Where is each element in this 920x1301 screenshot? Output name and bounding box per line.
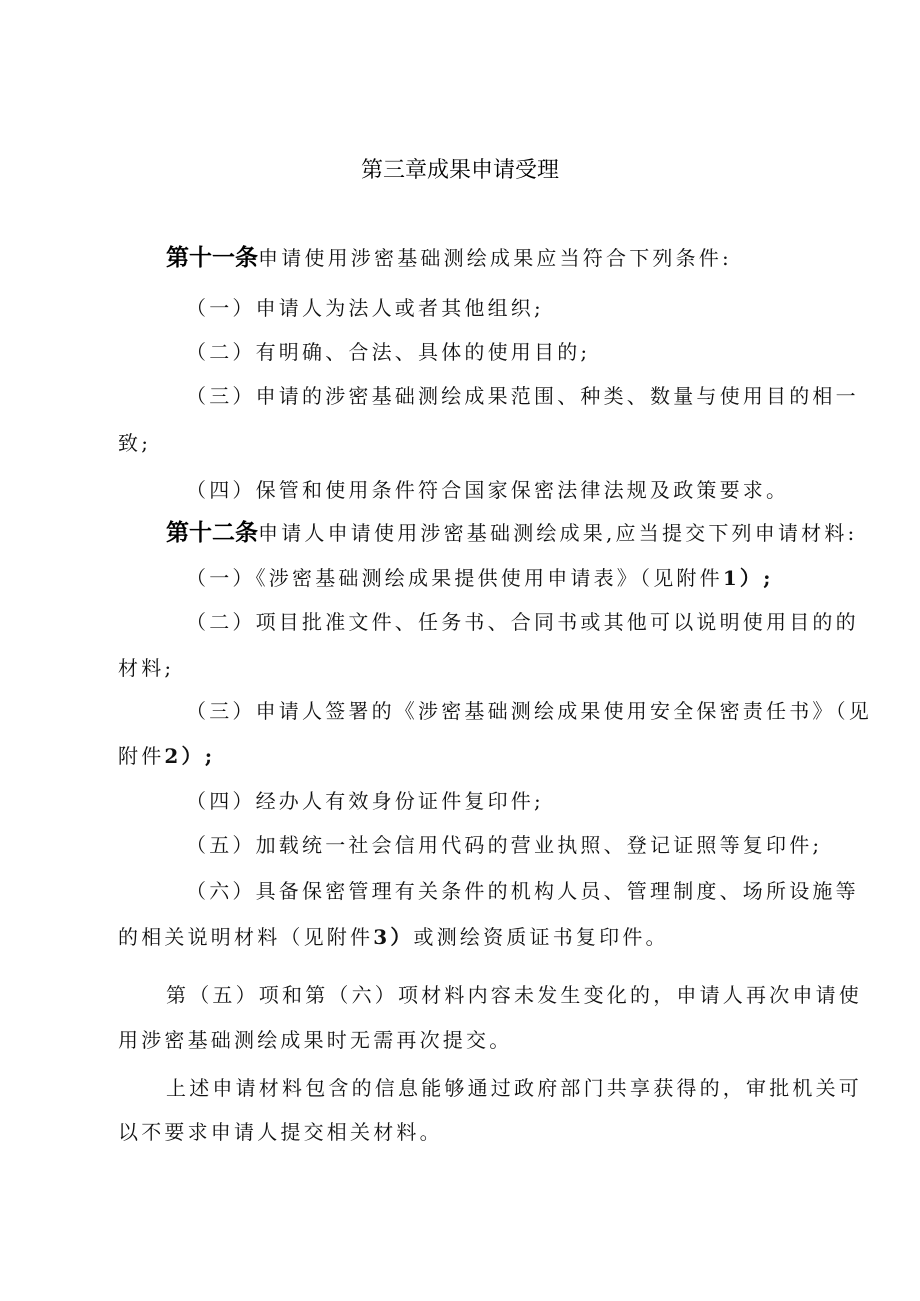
article-12-item-1-ref: 1）; bbox=[722, 566, 774, 590]
article-11-intro: 申请使用涉密基础测绘成果应当符合下列条件: bbox=[258, 246, 732, 270]
note-1: 第（五）项和第（六）项材料内容未发生变化的，申请人再次申请使 bbox=[166, 983, 862, 1007]
article-12-item-6: （六）具备保密管理有关条件的机构人员、管理制度、场所设施等 bbox=[186, 879, 859, 903]
article-12-item-6-tail: 或测绘资质证书复印件。 bbox=[413, 925, 669, 949]
article-12-item-6-cont bbox=[118, 927, 669, 947]
article-11-item-2: （二）有明确、合法、具体的使用目的; bbox=[186, 340, 591, 364]
article-11-item-1: （一）申请人为法人或者其他组织; bbox=[186, 296, 544, 320]
article-12-item-3: （三）申请人签署的《涉密基础测绘成果使用安全保密责任书》（见 bbox=[186, 699, 872, 723]
article-12-item-1-text: （一）《涉密基础测绘成果提供使用申请表》（见附件 bbox=[186, 566, 723, 590]
article-12-item-3-cont bbox=[118, 746, 215, 766]
article-11-item-3: （三）申请的涉密基础测绘成果范围、种类、数量与使用目的相一 bbox=[186, 384, 859, 408]
article-12-item-4: （四）经办人有效身份证件复印件; bbox=[186, 789, 544, 813]
article-12-item-5: （五）加载统一社会信用代码的营业执照、登记证照等复印件; bbox=[186, 833, 823, 857]
chapter-title: 第三章成果申请受理 bbox=[360, 158, 559, 183]
article-12-item-3-cont-text: 附件 bbox=[118, 744, 165, 768]
article-11-label: 第十一条 bbox=[166, 245, 258, 271]
article-12-heading-line bbox=[166, 522, 858, 545]
note-2-cont: 以不要求申请人提交相关材料。 bbox=[118, 1120, 443, 1144]
note-2: 上述申请材料包含的信息能够通过政府部门共享获得的，审批机关可 bbox=[166, 1076, 862, 1100]
article-12-intro: 申请人申请使用涉密基础测绘成果,应当提交下列申请材料: bbox=[258, 521, 858, 545]
article-12-item-2: （二）项目批准文件、任务书、合同书或其他可以说明使用目的的 bbox=[186, 610, 859, 634]
article-12-item-1 bbox=[186, 568, 774, 588]
article-11-item-3-cont: 致; bbox=[118, 431, 152, 455]
note-1-cont: 用涉密基础测绘成果时无需再次提交。 bbox=[118, 1028, 513, 1052]
article-12-item-6-cont-text: 的相关说明材料（见附件 bbox=[118, 925, 374, 949]
article-11-heading-line bbox=[166, 247, 732, 270]
article-12-label: 第十二条 bbox=[166, 520, 258, 546]
article-12-item-3-ref: 2）; bbox=[164, 744, 216, 768]
article-12-item-6-ref: 3） bbox=[373, 925, 414, 949]
article-12-item-2-cont: 材料; bbox=[118, 656, 175, 680]
article-11-item-4: （四）保管和使用条件符合国家保密法律法规及政策要求。 bbox=[186, 478, 790, 502]
